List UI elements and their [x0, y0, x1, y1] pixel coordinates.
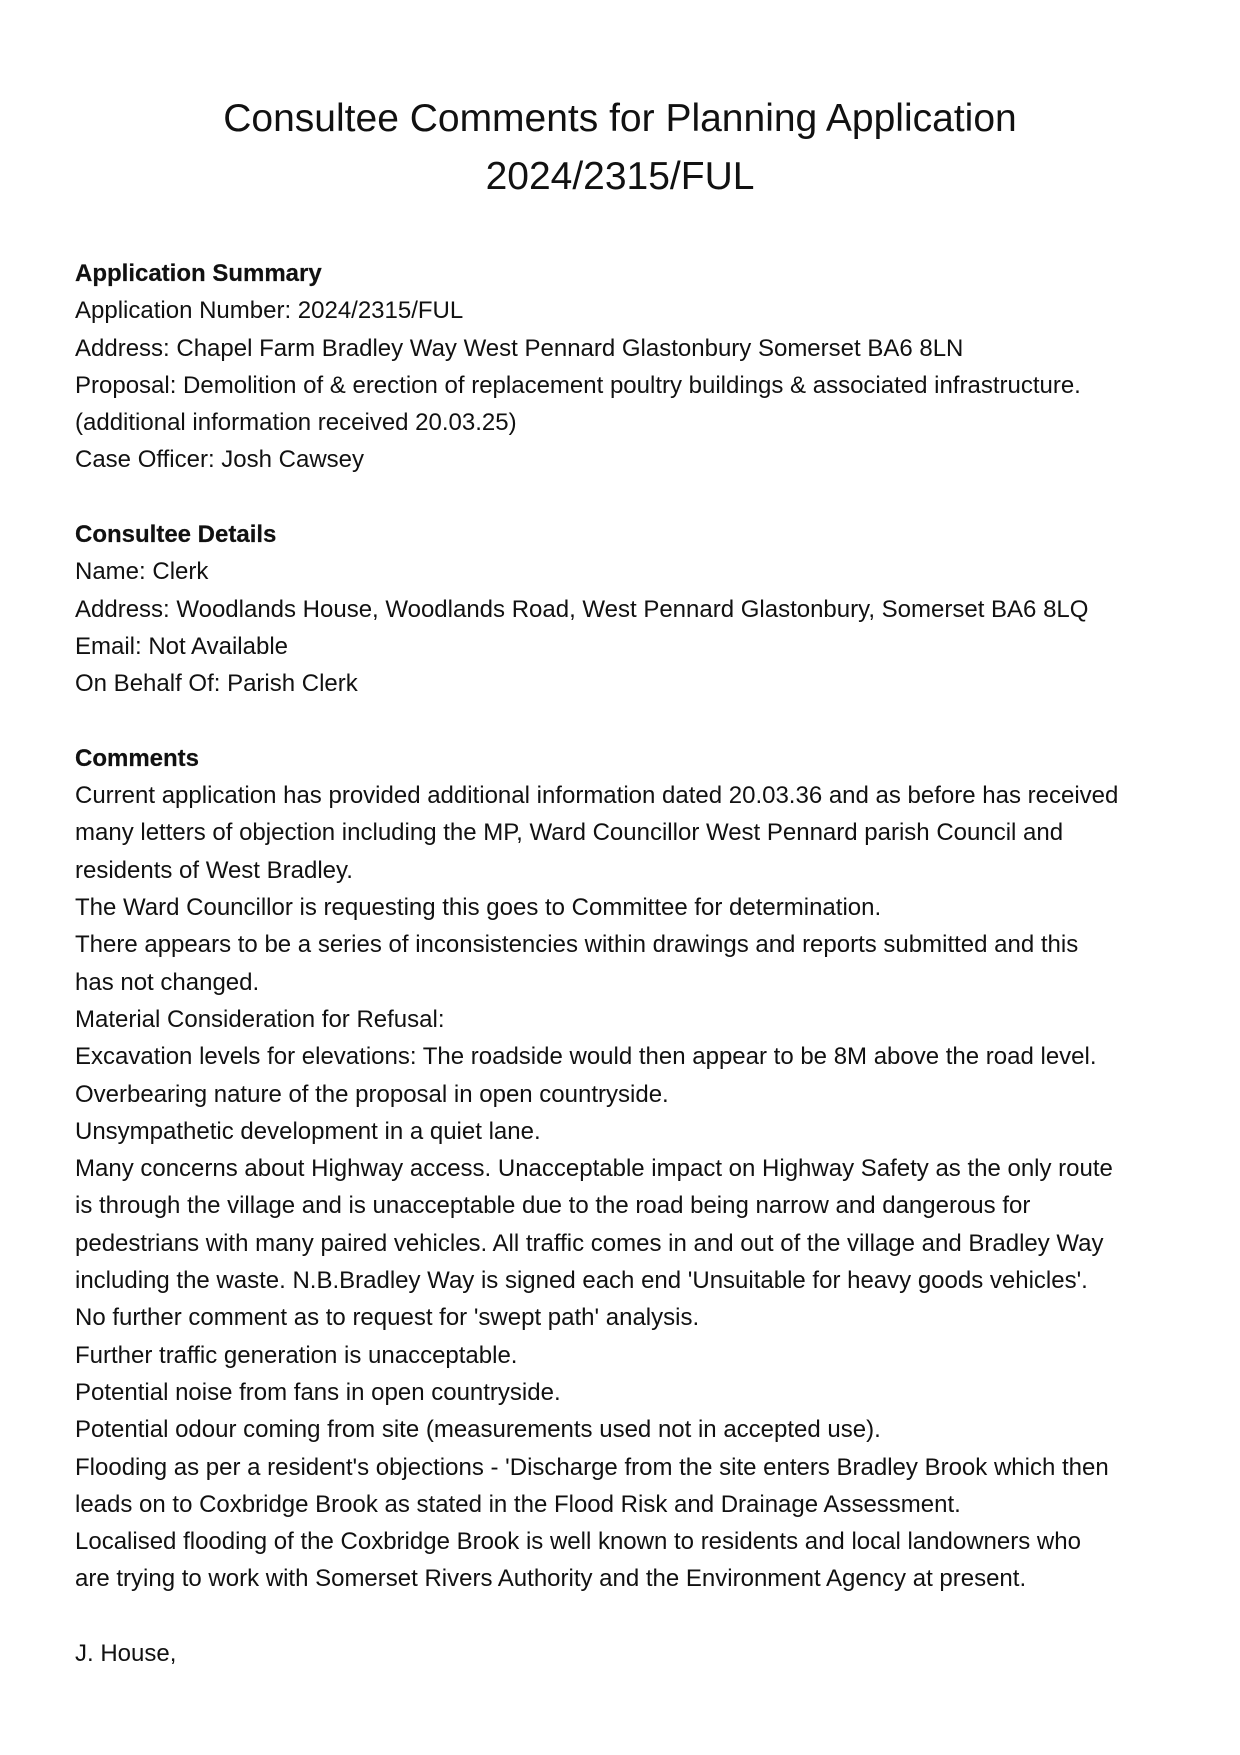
- page-title-line-1: Consultee Comments for Planning Application: [223, 97, 1017, 140]
- comment-line: Further traffic generation is unacceptable.: [75, 1341, 518, 1369]
- comment-line: has not changed.: [75, 968, 260, 996]
- comment-line: There appears to be a series of inconsistencies within drawings and reports submitted and this: [75, 931, 1079, 959]
- consultee-details-section: [75, 516, 1185, 702]
- comment-line: residents of West Bradley.: [75, 856, 353, 884]
- comment-line: Unsympathetic development in a quiet lane.: [75, 1117, 541, 1145]
- comment-line: many letters of objection including the MP, Ward Councillor West Pennard parish Council and: [75, 819, 1064, 847]
- comment-line: Potential odour coming from site (measurements used not in accepted use).: [75, 1416, 881, 1444]
- consultee-on-behalf-of: On Behalf Of: Parish Clerk: [75, 670, 358, 698]
- comment-line: are trying to work with Somerset Rivers Authority and the Environment Agency at present.: [75, 1565, 1027, 1593]
- comment-line: Material Consideration for Refusal:: [75, 1005, 445, 1033]
- application-summary-heading: Application Summary: [75, 260, 322, 287]
- application-summary-section: [75, 255, 1185, 479]
- comment-line: Many concerns about Highway access. Unacceptable impact on Highway Safety as the only route: [75, 1155, 1113, 1183]
- comments-heading: Comments: [75, 744, 200, 772]
- comments-section: [75, 740, 1185, 1598]
- consultee-name: Name: Clerk: [75, 558, 209, 586]
- comment-line: No further comment as to request for 'swept path' analysis.: [75, 1304, 700, 1332]
- section-spacer: [75, 1598, 1185, 1635]
- comment-line: Localised flooding of the Coxbridge Brook is well known to residents and local landowners who: [75, 1528, 1081, 1556]
- comment-line: leads on to Coxbridge Brook as stated in the Flood Risk and Drainage Assessment.: [75, 1490, 961, 1518]
- section-spacer: [75, 703, 1185, 740]
- comment-line: Excavation levels for elevations: The roadside would then appear to be 8M above the road level.: [75, 1043, 1097, 1071]
- comment-line: Current application has provided additional information dated 20.03.36 and as before has received: [75, 782, 1119, 810]
- comment-line: Flooding as per a resident's objections - 'Discharge from the site enters Bradley Brook which then: [75, 1453, 1109, 1481]
- page-title-line-2: 2024/2315/FUL: [485, 155, 755, 198]
- comment-line: is through the village and is unacceptable due to the road being narrow and dangerous for: [75, 1192, 1031, 1220]
- application-address: Address: Chapel Farm Bradley Way West Pennard Glastonbury Somerset BA6 8LN: [75, 334, 964, 362]
- comments-text: [75, 777, 1185, 1598]
- application-number: Application Number: 2024/2315/FUL: [75, 297, 464, 325]
- application-proposal: Proposal: Demolition of & erection of replacement poultry buildings & associated infrastructure.: [75, 371, 1081, 399]
- comment-line: Potential noise from fans in open countryside.: [75, 1378, 561, 1406]
- comment-line: including the waste. N.B.Bradley Way is signed each end 'Unsuitable for heavy goods vehicles'.: [75, 1267, 1088, 1295]
- document-body: [75, 255, 1185, 1672]
- consultee-address: Address: Woodlands House, Woodlands Road, West Pennard Glastonbury, Somerset BA6 8LQ: [75, 595, 1089, 623]
- consultee-details-heading: Consultee Details: [75, 521, 277, 549]
- comment-line: pedestrians with many paired vehicles. All traffic comes in and out of the village and Bradley Way: [75, 1229, 1104, 1257]
- comment-line: The Ward Councillor is requesting this goes to Committee for determination.: [75, 894, 882, 922]
- section-spacer: [75, 479, 1185, 516]
- page-title: [0, 90, 1240, 206]
- consultee-email: Email: Not Available: [75, 632, 288, 660]
- comment-line: Overbearing nature of the proposal in open countryside.: [75, 1080, 669, 1108]
- application-proposal-note: (additional information received 20.03.25): [75, 409, 517, 437]
- signature: J. House,: [75, 1639, 177, 1667]
- case-officer: Case Officer: Josh Cawsey: [75, 446, 364, 474]
